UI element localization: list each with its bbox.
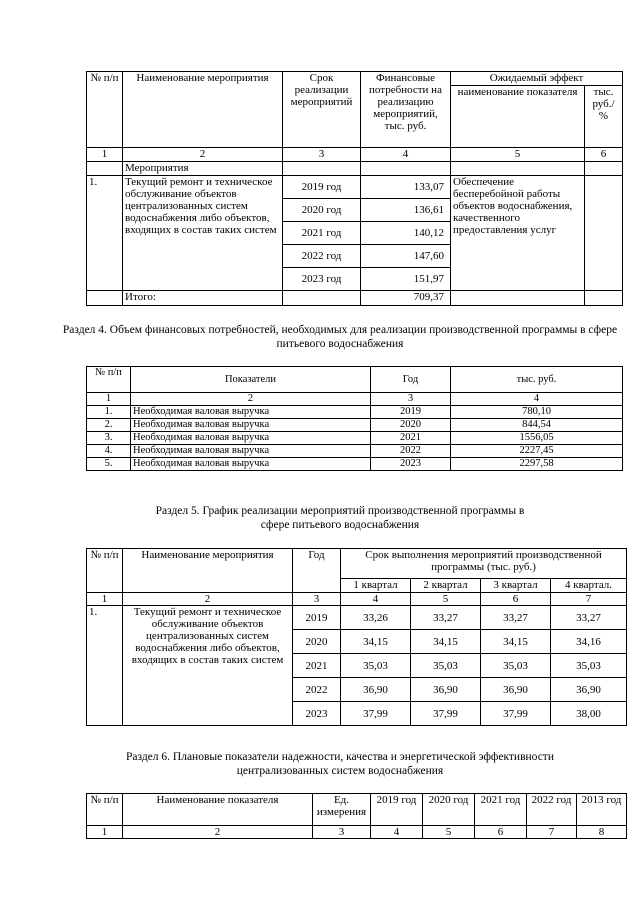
header-q2: 2 квартал (411, 579, 481, 593)
row-year: 2019 (371, 406, 451, 419)
row-year: 2022 (371, 445, 451, 458)
quarter-value: 36,90 (551, 678, 627, 702)
row-num: 4. (87, 445, 131, 458)
row-value: 2227,45 (451, 445, 623, 458)
row-value: 1556,05 (451, 432, 623, 445)
row-value: 2297,58 (451, 458, 623, 471)
row-name: Необходимая валовая выручка (131, 432, 371, 445)
year-cell: 2021 (293, 654, 341, 678)
row-num: 1. (87, 176, 123, 291)
section5-heading: Раздел 5. График реализации мероприятий производственной программы в сфере питьевого водоснабжения (155, 505, 525, 531)
quarter-value: 35,03 (481, 654, 551, 678)
header-num: № п/п (87, 72, 123, 148)
header-num: № п/п (87, 549, 123, 593)
total-label: Итого: (123, 291, 283, 306)
quarter-value: 37,99 (411, 702, 481, 726)
quarter-value: 35,03 (411, 654, 481, 678)
measure-name: Текущий ремонт и техническое обслуживание объектов централизованных систем водоснабжения либо объектов, входящих в состав таких систем (123, 606, 293, 726)
column-number: 3 (371, 393, 451, 406)
quarter-value: 36,90 (341, 678, 411, 702)
row-name: Необходимая валовая выручка (131, 406, 371, 419)
header-year: Год (293, 549, 341, 593)
column-number: 1 (87, 826, 123, 839)
quarter-value: 34,15 (481, 630, 551, 654)
header-num: № п/п (87, 794, 123, 826)
header-year: 2022 год (527, 794, 577, 826)
header-q3: 3 квартал (481, 579, 551, 593)
column-number: 2 (123, 593, 293, 606)
column-number: 1 (87, 593, 123, 606)
year-cell: 2020 год (283, 199, 361, 222)
header-q4: 4 квартал. (551, 579, 627, 593)
header-year: Год (371, 367, 451, 393)
finance-cell: 147,60 (361, 245, 451, 268)
year-cell: 2019 год (283, 176, 361, 199)
column-number: 7 (527, 826, 577, 839)
header-indicators: Показатели (131, 367, 371, 393)
column-number: 4 (451, 393, 623, 406)
quarter-value: 35,03 (341, 654, 411, 678)
header-name: Наименование показателя (123, 794, 313, 826)
year-cell: 2022 год (283, 245, 361, 268)
column-number: 6 (481, 593, 551, 606)
header-year: 2021 год (475, 794, 527, 826)
year-cell: 2019 (293, 606, 341, 630)
column-number: 2 (131, 393, 371, 406)
column-number: 6 (475, 826, 527, 839)
header-name: Наименование мероприятия (123, 549, 293, 593)
row-year: 2023 (371, 458, 451, 471)
column-number: 5 (423, 826, 475, 839)
header-value: тыс. руб. (451, 367, 623, 393)
finance-cell: 133,07 (361, 176, 451, 199)
column-number: 5 (451, 148, 585, 162)
year-cell: 2023 год (283, 268, 361, 291)
quarter-value: 33,27 (551, 606, 627, 630)
column-number: 1 (87, 393, 131, 406)
quarter-value: 33,26 (341, 606, 411, 630)
finance-cell: 140,12 (361, 222, 451, 245)
total-value: 709,37 (361, 291, 451, 306)
section-label: Мероприятия (123, 162, 283, 176)
column-number: 7 (551, 593, 627, 606)
column-number: 4 (371, 826, 423, 839)
quarter-value: 38,00 (551, 702, 627, 726)
header-year: 2020 год (423, 794, 475, 826)
column-number: 2 (123, 148, 283, 162)
revenue-table (86, 366, 623, 471)
header-finance: Финансовые потребности на реализацию мероприятий, тыс. руб. (361, 72, 451, 148)
header-effect: Ожидаемый эффект (451, 72, 623, 86)
column-number: 3 (293, 593, 341, 606)
row-year: 2020 (371, 419, 451, 432)
year-cell: 2021 год (283, 222, 361, 245)
row-value: 844,54 (451, 419, 623, 432)
column-number: 6 (585, 148, 623, 162)
column-number: 4 (341, 593, 411, 606)
quarter-value: 33,27 (481, 606, 551, 630)
row-name: Необходимая валовая выручка (131, 458, 371, 471)
finance-cell: 151,97 (361, 268, 451, 291)
section4-heading: Раздел 4. Объем финансовых потребностей, необходимых для реализации производственной программы в сфере питьевого водоснабжения (62, 324, 618, 350)
header-year: 2019 год (371, 794, 423, 826)
quarter-value: 37,99 (341, 702, 411, 726)
quarter-value: 34,16 (551, 630, 627, 654)
header-q1: 1 квартал (341, 579, 411, 593)
effect-text: Обеспечение бесперебойной работы объектов водоснабжения, качественного предоставления услуг (451, 176, 585, 291)
column-number: 3 (313, 826, 371, 839)
schedule-table (86, 548, 627, 726)
row-num: 1. (87, 606, 123, 726)
year-cell: 2023 (293, 702, 341, 726)
column-number: 3 (283, 148, 361, 162)
measure-name: Текущий ремонт и техническое обслуживание объектов централизованных систем водоснабжения либо объектов, входящих в состав таких систем (123, 176, 283, 291)
header-term: Срок реализации мероприятий (283, 72, 361, 148)
header-term: Срок выполнения мероприятий производственной программы (тыс. руб.) (341, 549, 627, 579)
header-year: 2013 год (577, 794, 627, 826)
quarter-value: 37,99 (481, 702, 551, 726)
row-name: Необходимая валовая выручка (131, 445, 371, 458)
header-unit: Ед. измерения (313, 794, 371, 826)
header-indicator: наименование показателя (451, 86, 585, 148)
row-name: Необходимая валовая выручка (131, 419, 371, 432)
header-unit: тыс. руб./ % (585, 86, 623, 148)
finance-cell: 136,61 (361, 199, 451, 222)
header-num: № п/п (87, 367, 131, 393)
header-name: Наименование мероприятия (123, 72, 283, 148)
quarter-value: 36,90 (411, 678, 481, 702)
column-number: 2 (123, 826, 313, 839)
column-number: 4 (361, 148, 451, 162)
row-year: 2021 (371, 432, 451, 445)
year-cell: 2020 (293, 630, 341, 654)
quarter-value: 36,90 (481, 678, 551, 702)
row-num: 2. (87, 419, 131, 432)
year-cell: 2022 (293, 678, 341, 702)
quarter-value: 35,03 (551, 654, 627, 678)
measures-table (86, 71, 623, 306)
indicators-table (86, 793, 627, 839)
quarter-value: 33,27 (411, 606, 481, 630)
row-value: 780,10 (451, 406, 623, 419)
column-number: 1 (87, 148, 123, 162)
row-num: 3. (87, 432, 131, 445)
column-number: 5 (411, 593, 481, 606)
quarter-value: 34,15 (411, 630, 481, 654)
quarter-value: 34,15 (341, 630, 411, 654)
row-num: 5. (87, 458, 131, 471)
section6-heading: Раздел 6. Плановые показатели надежности, качества и энергетической эффективности централизованных систем водоснабжения (126, 751, 554, 777)
column-number: 8 (577, 826, 627, 839)
row-num: 1. (87, 406, 131, 419)
